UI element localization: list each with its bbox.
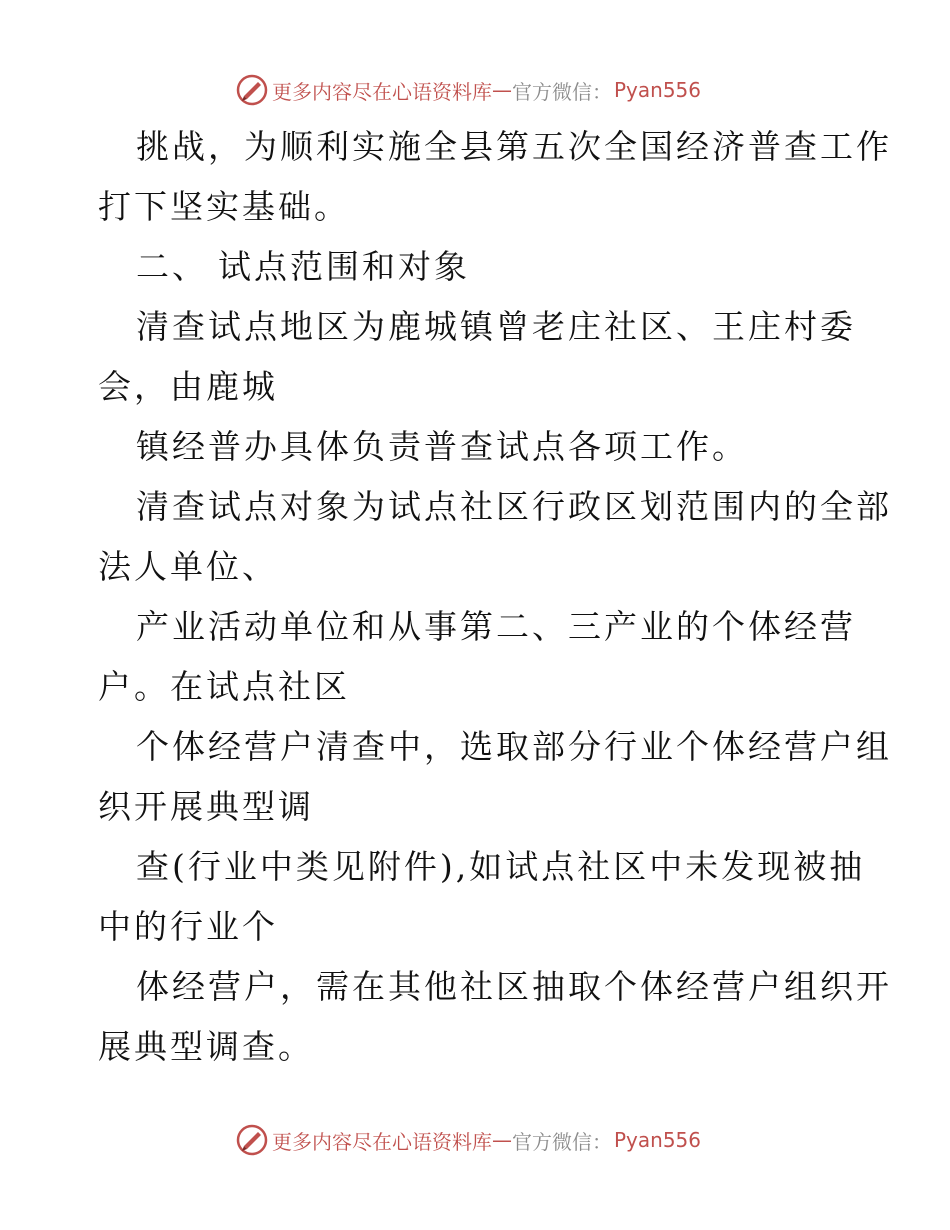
paragraph-line: 镇经普办具体负责普查试点各项工作。 [136, 427, 748, 466]
section-heading-number: 二、 [136, 247, 208, 286]
paragraph-line: 打下坚实基础。 [98, 187, 350, 226]
paragraph-line: 展典型调查。 [98, 1027, 314, 1066]
paragraph-line: 体经营户，需在其他社区抽取个体经营户组织开 [136, 967, 892, 1006]
paragraph-line: 织开展典型调 [98, 787, 314, 826]
paragraph-line: 中的行业个 [98, 907, 278, 946]
watermark-dash: — [492, 1128, 512, 1152]
paragraph-line: 户。在试点社区 [98, 667, 350, 706]
watermark-wechat-id: Pyan556 [614, 78, 702, 102]
paragraph-line: 清查试点地区为鹿城镇曾老庄社区、王庄村委 [136, 307, 856, 346]
section-heading [98, 237, 858, 297]
watermark-title: 更多内容尽在心语资料库 [272, 79, 492, 104]
header-watermark [236, 73, 701, 107]
paragraph-line: 查(行业中类见附件),如试点社区中未发现被抽 [136, 847, 866, 886]
paragraph-line: 清查试点对象为试点社区行政区划范围内的全部 [136, 487, 892, 526]
watermark-dash: — [492, 78, 512, 102]
paragraph-line: 个体经营户清查中，选取部分行业个体经营户组 [136, 727, 892, 766]
pen-logo-icon [236, 1124, 268, 1156]
paragraph-line: 产业活动单位和从事第二、三产业的个体经营 [136, 607, 856, 646]
paragraph-line: 挑战，为顺利实施全县第五次全国经济普查工作 [136, 127, 892, 166]
paragraph-line: 会，由鹿城 [98, 367, 278, 406]
watermark-title: 更多内容尽在心语资料库 [272, 1129, 492, 1154]
paragraph-line: 法人单位、 [98, 547, 278, 586]
document-body [98, 117, 892, 1077]
watermark-wechat-label: 官方微信： [512, 79, 612, 104]
section-heading-title: 试点范围和对象 [218, 247, 470, 286]
watermark-wechat-label: 官方微信： [512, 1129, 612, 1154]
pen-logo-icon [236, 74, 268, 106]
footer-watermark [236, 1123, 701, 1157]
watermark-wechat-id: Pyan556 [614, 1128, 702, 1152]
